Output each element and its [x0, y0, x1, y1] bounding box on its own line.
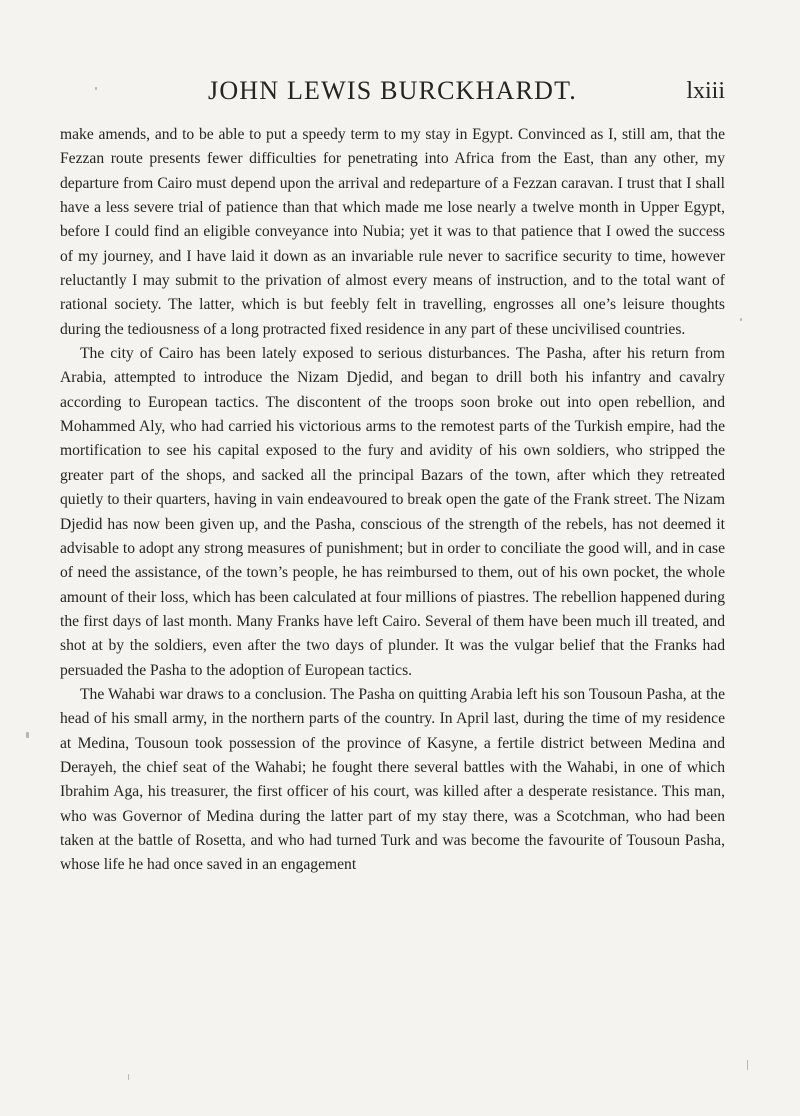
- paragraph-2: The city of Cairo has been lately exposed to serious disturbances. The Pasha, after his return from Arabia, attempted to introduce the Nizam Djedid, and began to drill both his infantry and cavalry according to European tactics. The discontent of the troops soon broke out into open rebellion, and Mohammed Aly, who had carried his victorious arms to the remotest parts of the Turkish empire, had the mortification to see his capital exposed to the fury and avidity of his own soldiers, who stripped the greater part of the shops, and sacked all the principal Bazars of the town, after which they retreated quietly to their quarters, having in vain endeavoured to break open the gate of the Frank street. The Nizam Djedid has now been given up, and the Pasha, conscious of the strength of the rebels, has not deemed it advisable to adopt any strong measures of punishment; but in order to conciliate the good will, and in case of need the assistance, of the town’s people, he has reimbursed to them, out of his own pocket, the whole amount of their loss, which has been calculated at four millions of piastres. The rebellion happened during the first days of last month. Many Franks have left Cairo. Several of them have been much ill treated, and shot at by the soldiers, even after the two days of plunder. It was the vulgar belief that the Franks had persuaded the Pasha to the adoption of European tactics.: [60, 345, 725, 679]
- paragraph-1: make amends, and to be able to put a speedy term to my stay in Egypt. Convinced as I, still am, that the Fezzan route presents fewer difficulties for penetrating into Africa from the East, than any other, my departure from Cairo must depend upon the arrival and redeparture of a Fezzan caravan. I trust that I shall have a less severe trial of patience than that which made me lose nearly a twelve month in Upper Egypt, before I could find an eligible conveyance into Nubia; yet it was to that patience that I owed the success of my journey, and I have laid it down as an invariable rule never to sacrifice security to time, however reluctantly I may submit to the privation of almost every means of instruction, and to the total want of rational society. The latter, which is but feebly felt in travelling, engrosses all one’s leisure thoughts during the tediousness of a long protracted fixed residence in any part of these uncivilised countries.: [60, 126, 725, 338]
- body-text: [60, 123, 725, 878]
- paper-speck: [740, 318, 742, 321]
- paper-speck: [128, 1074, 129, 1080]
- paper-speck: [747, 1060, 748, 1070]
- page-header: [60, 76, 725, 116]
- paragraph-3: The Wahabi war draws to a conclusion. The Pasha on quitting Arabia left his son Tousoun Pasha, at the head of his small army, in the northern parts of the country. In April last, during the time of my residence at Medina, Tousoun took possession of the province of Kasyne, a fertile district between Medina and Derayeh, the chief seat of the Wahabi; he fought there several battles with the Wahabi, in one of which Ibrahim Aga, his treasurer, the first officer of his court, was killed after a desperate resistance. This man, who was Governor of Medina during the latter part of my stay there, was a Scotchman, who had been taken at the battle of Rosetta, and who had turned Turk and was become the favourite of Tousoun Pasha, whose life he had once saved in an engagement: [60, 685, 725, 874]
- running-title: JOHN LEWIS BURCKHARDT.: [208, 76, 577, 105]
- paper-speck: [95, 87, 97, 90]
- page-number: lxiii: [686, 78, 725, 104]
- paper-speck: [26, 732, 29, 738]
